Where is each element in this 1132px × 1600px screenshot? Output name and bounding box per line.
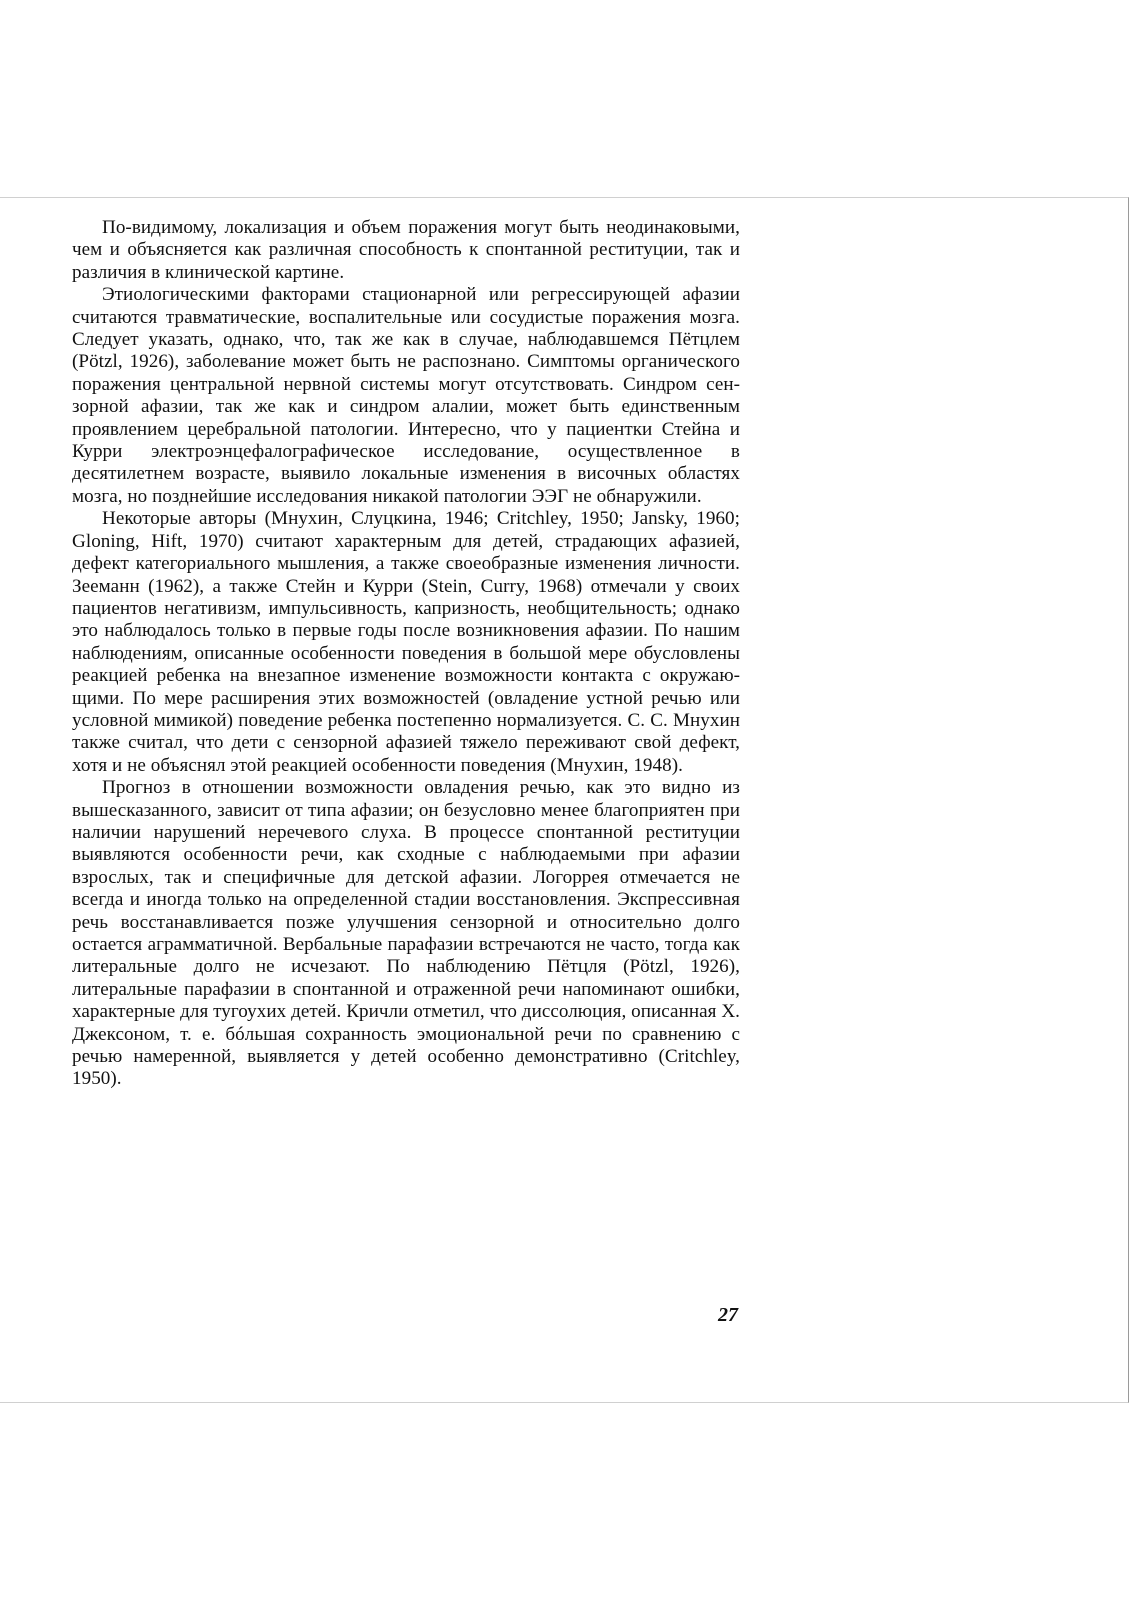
page-body-text xyxy=(72,217,740,1091)
paragraph-2: Этиологическими факторами стационарной или регрессирующей афазии считаются травматические, воспалительные или сосудистые поражения мозга. Следует указать, однако, что, так же как в случае, наблюдавшемся Пётцлем (Pötzl, 1926), заболевание может быть не распознано. Симптомы органического поражения центральной нервной системы могут отсутствовать. Синдром сензорной афазии, так же как и синдром алалии, может быть единственным проявлением церебральной патологии. Интересно, что у пациентки Стейна и Курри электроэнцефалографическое исследование, осуществленное в десятилетнем возрасте, выявило локальные изменения в височных областях мозга, но позднейшие исследования никакой патологии ЭЭГ не обнаружили. xyxy=(72,284,740,507)
paragraph-3: Некоторые авторы (Мнухин, Слуцкина, 1946; Critchley, 1950; Jansky, 1960; Gloning, Hift, 1970) считают характерным для детей, страдающих афазией, дефект категориального мышления, а также своеобразные изменения личности. Зееманн (1962), а также Стейн и Курри (Stein, Curry, 1968) отмечали у своих пациентов негативизм, импульсивность, капризность, необщительность; однако это наблюдалось только в первые годы после возникновения афазии. По нашим наблюдениям, описанные особенности поведения в большой мере обусловлены реакцией ребенка на внезапное изменение возможности контакта с окружающими. По мере расширения этих возможностей (овладение устной речью или условной мимикой) поведение ребенка постепенно нормализуется. С. С. Мнухин также считал, что дети с сензорной афазией тяжело переживают свой дефект, хотя и не объяснял этой реакцией особенности поведения (Мнухин, 1948). xyxy=(72,508,740,776)
paragraph-1: По-видимому, локализация и объем поражения могут быть неодинаковыми, чем и объясняется как различная способность к спонтанной реституции, так и различия в клинической картине. xyxy=(72,217,740,283)
paragraph-4: Прогноз в отношении возможности овладения речью, как это видно из вышесказанного, зависит от типа афазии; он безусловно менее благоприятен при наличии нарушений неречевого слуха. В процессе спонтанной реституции выявляются особенности речи, как сходные с наблюдаемыми при афазии взрослых, так и специфичные для детской афазии. Логоррея отмечается не всегда и иногда только на определенной стадии восстановления. Экспрессивная речь восстанавливается позже улучшения сензорной и относительно долго остается аграмматичной. Вербальные парафазии встречаются не часто, тогда как литеральные долго не исчезают. По наблюдению Пётцля (Pötzl, 1926), литеральные парафазии в спонтанной и отраженной речи напоминают ошибки, характерные для тугоухих детей. Кричли отметил, что диссолюция, описанная X. Джексоном, т. е. бóльшая сохранность эмоциональной речи по сравнению с речью намеренной, выявляется у детей особенно демонстративно (Critchley, 1950). xyxy=(72,777,740,1090)
page-number: 27 xyxy=(718,1304,738,1326)
